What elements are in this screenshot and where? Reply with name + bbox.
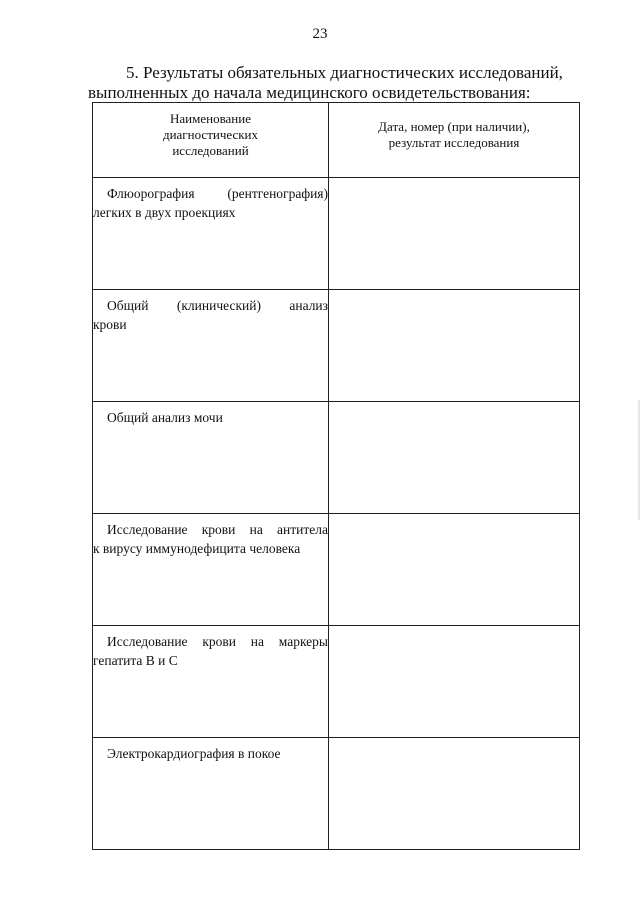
header-test-name-line: исследований	[172, 143, 249, 158]
table-row	[93, 178, 580, 290]
test-name-rest: к вирусу иммунодефицита человека	[93, 541, 301, 556]
header-date-result-line: результат исследования	[388, 135, 520, 150]
table-row	[93, 290, 580, 402]
section-title-line-2: выполненных до начала медицинского освидетельствования:	[88, 83, 531, 102]
table-row	[93, 514, 580, 626]
diagnostic-results-table	[92, 102, 580, 850]
test-name	[93, 738, 328, 763]
result-field[interactable]	[329, 514, 580, 626]
page-number: 23	[312, 26, 328, 42]
test-name-cell	[93, 402, 329, 514]
result-field[interactable]	[329, 626, 580, 738]
test-name-rest: крови	[93, 317, 127, 332]
test-name-first-line: Исследование крови на маркеры	[107, 634, 328, 649]
test-name	[93, 514, 328, 558]
test-name-cell	[93, 626, 329, 738]
result-field[interactable]	[329, 402, 580, 514]
header-test-name-line: Наименование	[170, 111, 251, 126]
table-row	[93, 402, 580, 514]
test-name-first-line: Общий анализ мочи	[107, 410, 223, 425]
result-field[interactable]	[329, 290, 580, 402]
test-name-first-line: Флюорография (рентгенография)	[107, 186, 328, 201]
test-name-cell	[93, 738, 329, 850]
header-date-result-line: Дата, номер (при наличии),	[378, 119, 530, 134]
test-name-first-line: Исследование крови на антитела	[107, 522, 328, 537]
result-field[interactable]	[329, 738, 580, 850]
section-title	[88, 63, 588, 103]
test-name	[93, 290, 328, 334]
result-field[interactable]	[329, 178, 580, 290]
test-name	[93, 178, 328, 222]
header-test-name	[93, 103, 329, 178]
section-title-line-1: 5. Результаты обязательных диагностических исследований,	[126, 63, 563, 82]
test-name	[93, 402, 328, 427]
test-name-first-line: Общий (клинический) анализ	[107, 298, 328, 313]
header-test-name-line: диагностических	[162, 127, 259, 142]
test-name-cell	[93, 514, 329, 626]
test-name-rest: легких в двух проекциях	[93, 205, 236, 220]
table-row	[93, 738, 580, 850]
table-header-row	[93, 103, 580, 178]
test-name-cell	[93, 178, 329, 290]
test-name-cell	[93, 290, 329, 402]
test-name-first-line: Электрокардиография в покое	[107, 746, 281, 761]
table-row	[93, 626, 580, 738]
header-date-result	[329, 103, 580, 178]
test-name-rest: гепатита В и С	[93, 653, 178, 668]
test-name	[93, 626, 328, 670]
